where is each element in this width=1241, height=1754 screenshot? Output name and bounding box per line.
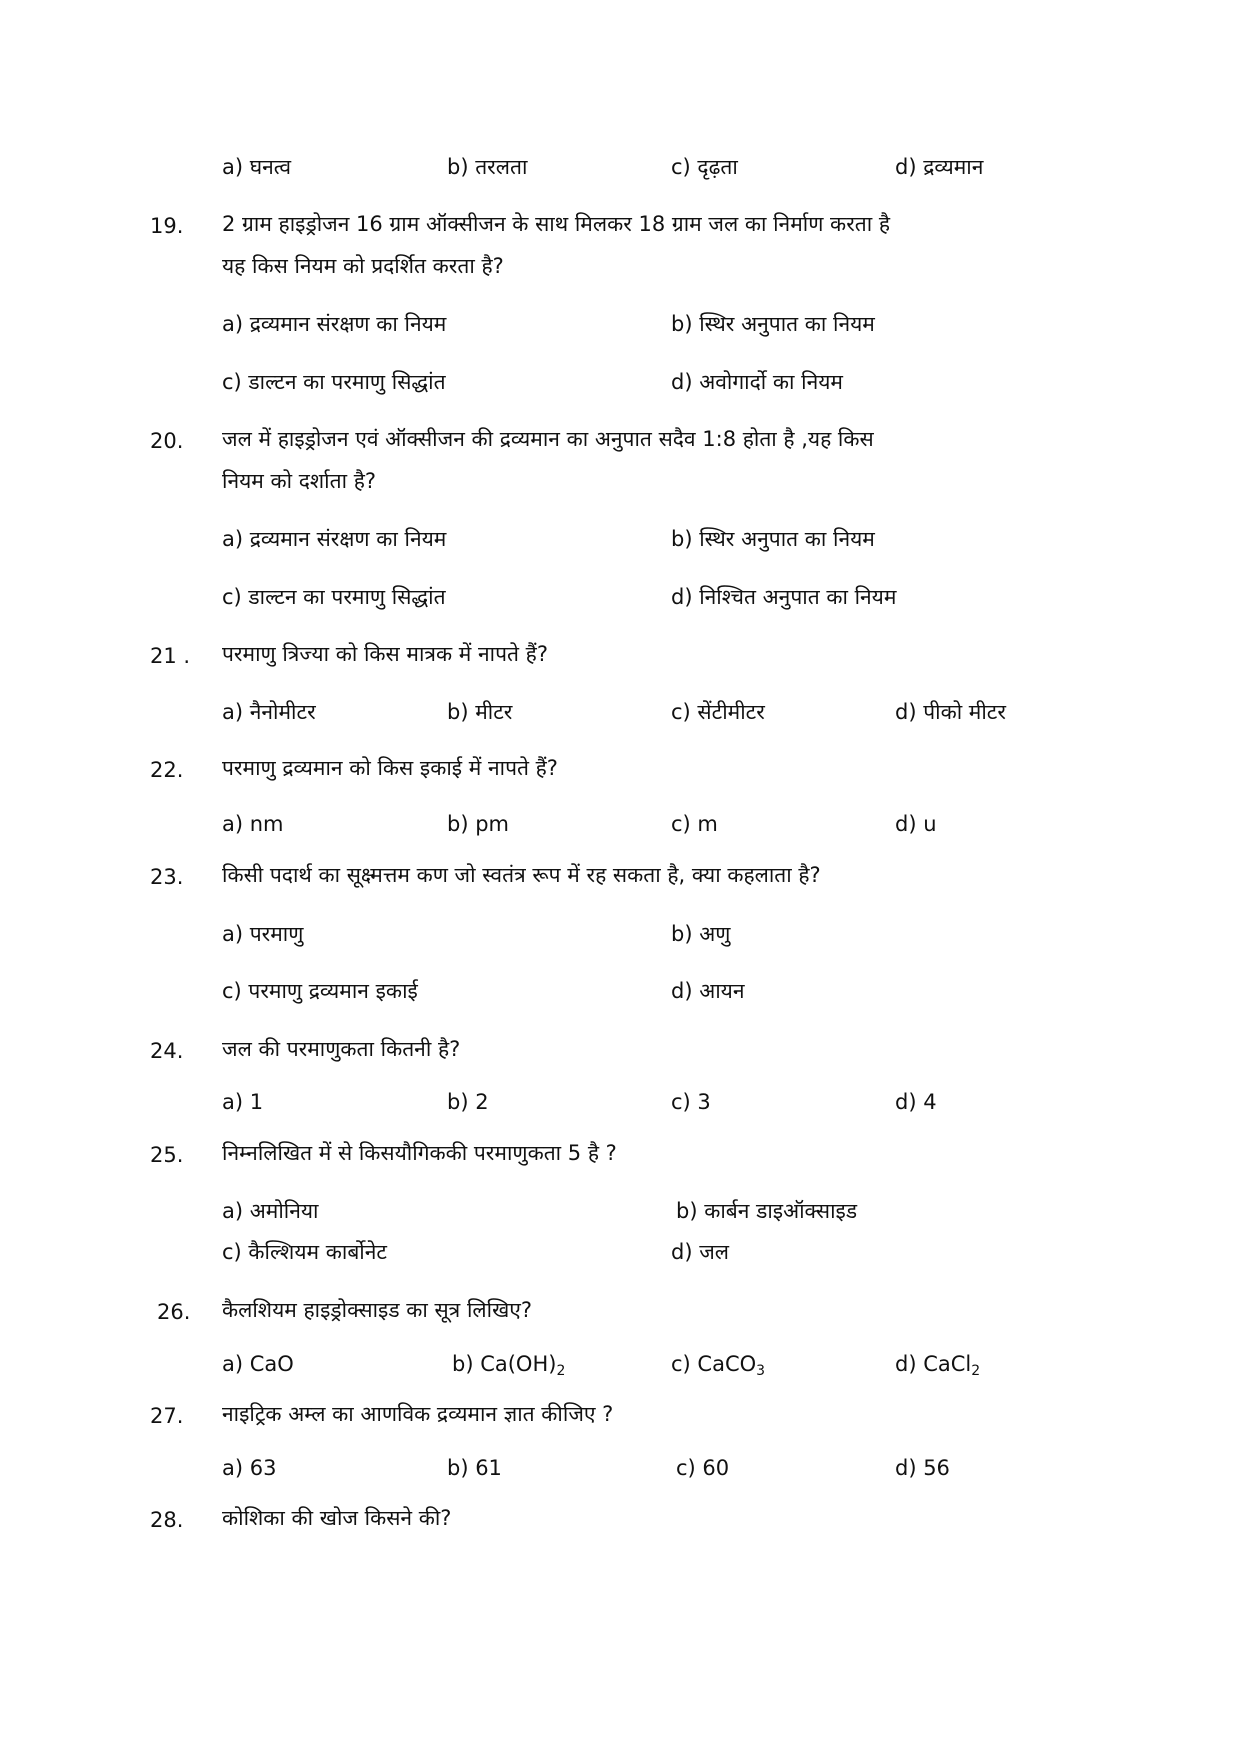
option-a: a) 1 bbox=[222, 1090, 264, 1114]
question-number: 28. bbox=[150, 1508, 184, 1532]
option-a: a) अमोनिया bbox=[222, 1199, 319, 1223]
question-text-line-1: जल की परमाणुकता कितनी है? bbox=[222, 1037, 461, 1061]
option-c: c) दृढ़ता bbox=[671, 155, 738, 179]
question-text-line-1: नाइट्रिक अम्ल का आणविक द्रव्यमान ज्ञात कीजिए ? bbox=[222, 1402, 614, 1426]
question-text-line-2: नियम को दर्शाता है? bbox=[222, 469, 377, 493]
option-d: d) निश्चित अनुपात का नियम bbox=[671, 585, 897, 609]
option-b: b) स्थिर अनुपात का नियम bbox=[671, 312, 875, 336]
option-a: a) परमाणु bbox=[222, 922, 304, 946]
option-c: c) कैल्शियम कार्बोनेट bbox=[222, 1240, 387, 1264]
option-b: b) कार्बन डाइऑक्साइड bbox=[676, 1199, 858, 1223]
option-d: d) अवोगार्दो का नियम bbox=[671, 370, 843, 394]
option-c: c) CaCO$_3$ bbox=[671, 1352, 766, 1379]
option-a: a) CaO bbox=[222, 1352, 294, 1376]
option-b: b) 61 bbox=[447, 1456, 502, 1480]
question-text-line-1: कैलशियम हाइड्रोक्साइड का सूत्र लिखिए? bbox=[222, 1298, 533, 1322]
option-d: d) 56 bbox=[895, 1456, 950, 1480]
option-a: a) द्रव्यमान संरक्षण का नियम bbox=[222, 312, 447, 336]
question-text-line-2: यह किस नियम को प्रदर्शित करता है? bbox=[222, 254, 504, 278]
option-b: b) स्थिर अनुपात का नियम bbox=[671, 527, 875, 551]
question-text-line-1: 2 ग्राम हाइड्रोजन 16 ग्राम ऑक्सीजन के साथ मिलकर 18 ग्राम जल का निर्माण करता है bbox=[222, 212, 891, 236]
option-b: b) तरलता bbox=[447, 155, 528, 179]
question-text-line-1: किसी पदार्थ का सूक्ष्मत्तम कण जो स्वतंत्र रूप में रह सकता है, क्या कहलाता है? bbox=[222, 863, 821, 887]
question-number: 20. bbox=[150, 429, 184, 453]
option-d: d) u bbox=[895, 812, 937, 836]
question-text-line-1: निम्नलिखित में से किसयौगिककी परमाणुकता 5 है ? bbox=[222, 1141, 617, 1165]
option-c: c) परमाणु द्रव्यमान इकाई bbox=[222, 979, 418, 1003]
question-number: 25. bbox=[150, 1143, 184, 1167]
question-number: 23. bbox=[150, 865, 184, 889]
option-c: c) 60 bbox=[676, 1456, 730, 1480]
question-number: 24. bbox=[150, 1039, 184, 1063]
option-a: a) nm bbox=[222, 812, 284, 836]
option-a: a) 63 bbox=[222, 1456, 277, 1480]
question-text-line-1: कोशिका की खोज किसने की? bbox=[222, 1506, 452, 1530]
question-text-line-1: परमाणु त्रिज्या को किस मात्रक में नापते हैं? bbox=[222, 642, 548, 666]
option-c: c) डाल्टन का परमाणु सिद्धांत bbox=[222, 370, 446, 394]
option-d: d) द्रव्यमान bbox=[895, 155, 984, 179]
option-b: b) pm bbox=[447, 812, 509, 836]
option-d: d) जल bbox=[671, 1240, 730, 1264]
question-text-line-1: परमाणु द्रव्यमान को किस इकाई में नापते हैं? bbox=[222, 756, 558, 780]
option-a: a) घनत्व bbox=[222, 155, 292, 179]
question-number: 19. bbox=[150, 214, 184, 238]
option-a: a) द्रव्यमान संरक्षण का नियम bbox=[222, 527, 447, 551]
option-b: b) 2 bbox=[447, 1090, 489, 1114]
option-b: b) मीटर bbox=[447, 700, 513, 724]
option-b: b) $Ca(OH)_2$ bbox=[452, 1352, 566, 1379]
question-number: 22. bbox=[150, 758, 184, 782]
option-d: d) आयन bbox=[671, 979, 745, 1003]
option-d: d) 4 bbox=[895, 1090, 937, 1114]
question-number: 26. bbox=[157, 1300, 191, 1324]
question-number: 21 . bbox=[150, 644, 191, 668]
option-b: b) अणु bbox=[671, 922, 731, 946]
option-d: d) CaCl$_2$ bbox=[895, 1352, 981, 1379]
option-c: c) सेंटीमीटर bbox=[671, 700, 765, 724]
option-d: d) पीको मीटर bbox=[895, 700, 1006, 724]
option-c: c) m bbox=[671, 812, 718, 836]
question-text-line-1: जल में हाइड्रोजन एवं ऑक्सीजन की द्रव्यमान का अनुपात सदैव 1:8 होता है ,यह किस bbox=[222, 427, 874, 451]
option-a: a) नैनोमीटर bbox=[222, 700, 316, 724]
option-c: c) 3 bbox=[671, 1090, 711, 1114]
question-number: 27. bbox=[150, 1404, 184, 1428]
option-c: c) डाल्टन का परमाणु सिद्धांत bbox=[222, 585, 446, 609]
